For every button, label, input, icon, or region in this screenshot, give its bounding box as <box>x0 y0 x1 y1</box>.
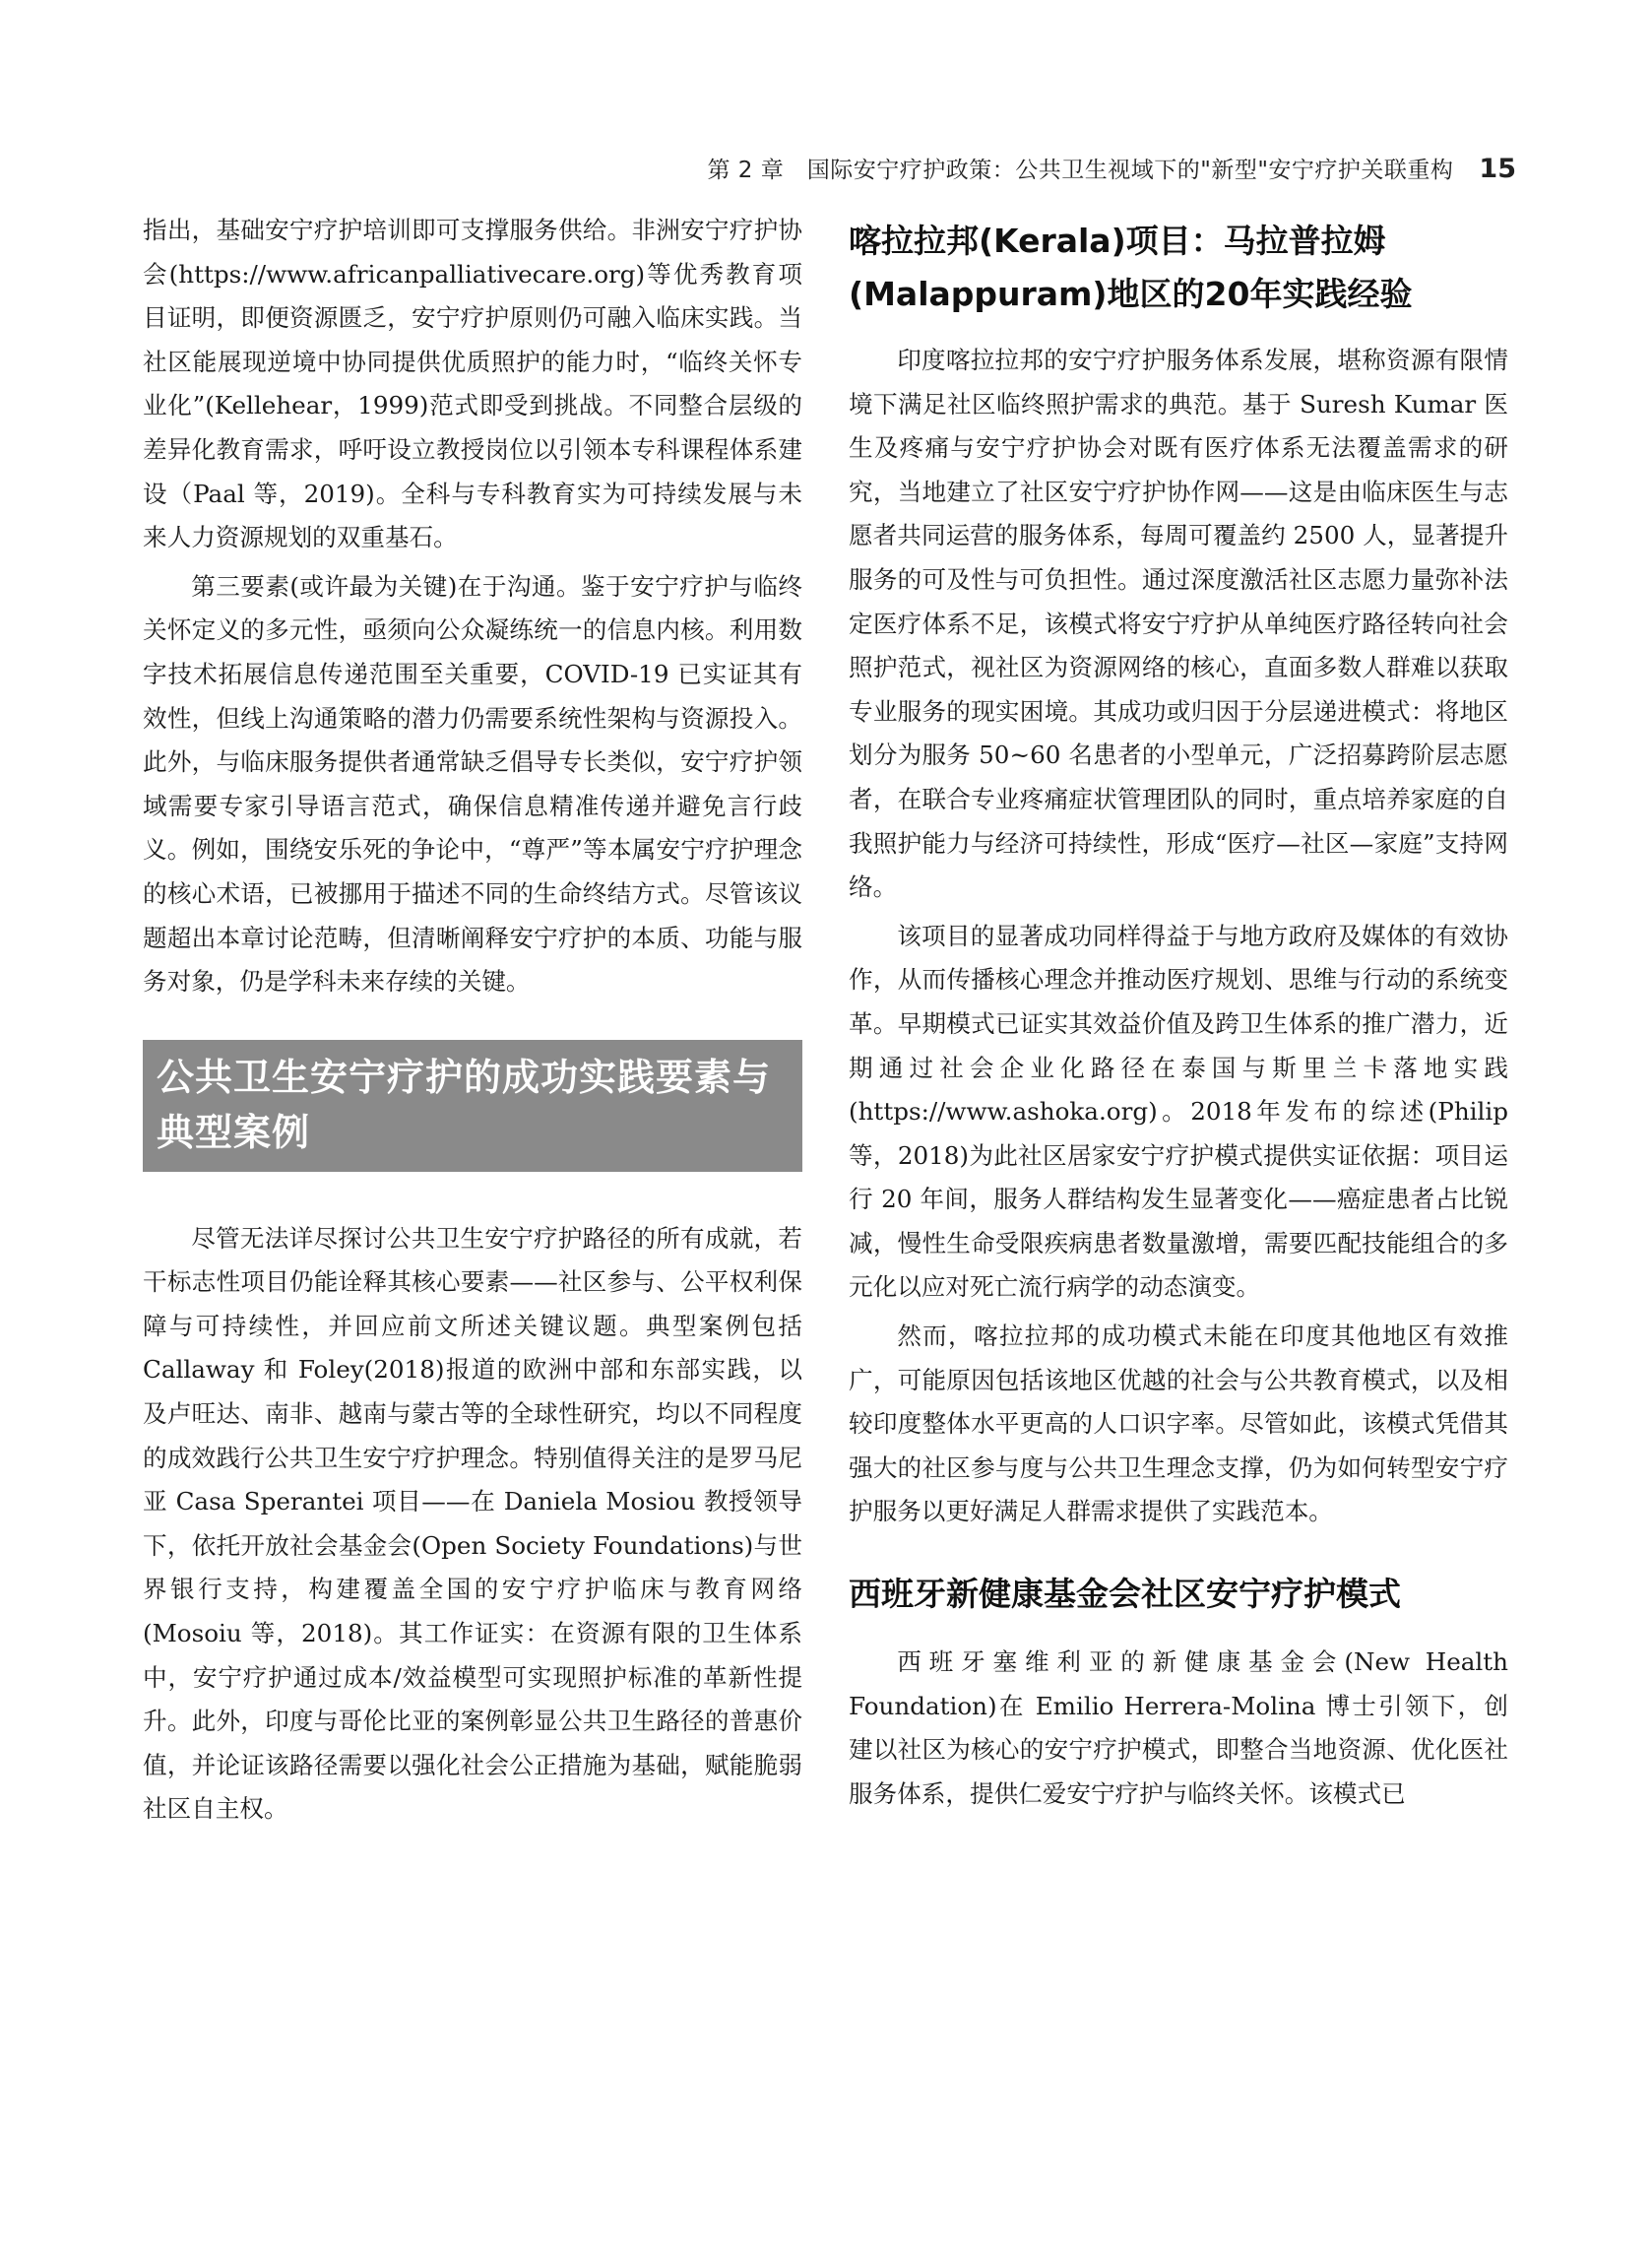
left-column <box>143 209 802 1832</box>
section-banner-title: 公共卫生安宁疗护的成功实践要素与典型案例 <box>143 1040 802 1172</box>
right-paragraph-4: 西班牙塞维利亚的新健康基金会(New Health Foundation)在 Emilio Herrera-Molina 博士引领下，创建以社区为核心的安宁疗护模式，即整合当地资源、优化医社服务体系，提供仁爱安宁疗护与临终关怀。该模式已 <box>849 1647 1508 1808</box>
running-header <box>650 152 1516 184</box>
section-title-spain: 西班牙新健康基金会社区安宁疗护模式 <box>849 1575 1401 1614</box>
section-title-kerala <box>849 215 1508 321</box>
right-paragraph-1: 印度喀拉拉邦的安宁疗护服务体系发展，堪称资源有限情境下满足社区临终照护需求的典范。基于 Suresh Kumar 医生及疼痛与安宁疗护协会对既有医疗体系无法覆盖需求的研究，当地建立了社区安宁疗护协作网——这是由临床医生与志愿者共同运营的服务体系，每周可覆盖约 2500 人，显著提升服务的可及性与可负担性。通过深度激活社区志愿力量弥补法定医疗体系不足，该模式将安宁疗护从单纯医疗路径转向社会照护范式，视社区为资源网络的核心，直面多数人群难以获取专业服务的现实困境。其成功或归因于分层递进模式：将地区划分为服务 50~60 名患者的小型单元，广泛招募跨阶层志愿者，在联合专业疼痛症状管理团队的同时，重点培养家庭的自我照护能力与经济可持续性，形成“医疗—社区—家庭”支持网络。 <box>849 346 1508 902</box>
left-paragraph-2: 第三要素(或许最为关键)在于沟通。鉴于安宁疗护与临终关怀定义的多元性，亟须向公众凝练统一的信息内核。利用数字技术拓展信息传递范围至关重要，COVID-19 已实证其有效性，但线上沟通策略的潜力仍需要系统性架构与资源投入。此外，与临床服务提供者通常缺乏倡导专长类似，安宁疗护领域需要专家引导语言范式，确保信息精准传递并避免言行歧义。例如，围绕安乐死的争论中，“尊严”等本属安宁疗护理念的核心术语，已被挪用于描述不同的生命终结方式。尽管该议题超出本章讨论范畴，但清晰阐释安宁疗护的本质、功能与服务对象，仍是学科未来存续的关键。 <box>143 571 802 997</box>
section-title-kerala-line-1: 喀拉拉邦(Kerala)项目：马拉普拉姆 <box>849 222 1386 260</box>
page-number: 15 <box>1479 154 1516 184</box>
left-paragraph-3: 尽管无法详尽探讨公共卫生安宁疗护路径的所有成就，若干标志性项目仍能诠释其核心要素——社区参与、公平权利保障与可持续性，并回应前文所述关键议题。典型案例包括 Callaway 和 Foley(2018)报道的欧洲中部和东部实践，以及卢旺达、南非、越南与蒙古等的全球性研究，均以不同程度的成效践行公共卫生安宁疗护理念。特别值得关注的是罗马尼亚 Casa Sperantei 项目——在 Daniela Mosiou 教授领导下，依托开放社会基金会(Open Society Foundations)与世界银行支持，构建覆盖全国的安宁疗护临床与教育网络(Mosoiu 等，2018)。其工作证实：在资源有限的卫生体系中，安宁疗护通过成本/效益模型可实现照护标准的革新性提升。此外，印度与哥伦比亚的案例彰显公共卫生路径的普惠价值，并论证该路径需要以强化社会公正措施为基础，赋能脆弱社区自主权。 <box>143 1223 802 1824</box>
right-paragraph-3: 然而，喀拉拉邦的成功模式未能在印度其他地区有效推广，可能原因包括该地区优越的社会与公共教育模式，以及相较印度整体水平更高的人口识字率。尽管如此，该模式凭借其强大的社区参与度与公共卫生理念支撑，仍为如何转型安宁疗护服务以更好满足人群需求提供了实践范本。 <box>849 1322 1508 1526</box>
right-column <box>849 209 1508 1816</box>
right-paragraph-2: 该项目的显著成功同样得益于与地方政府及媒体的有效协作，从而传播核心理念并推动医疗规划、思维与行动的系统变革。早期模式已证实其效益价值及跨卫生体系的推广潜力，近期通过社会企业化路径在泰国与斯里兰卡落地实践(https://www.ashoka.org)。2018年发布的综述(Philip 等，2018)为此社区居家安宁疗护模式提供实证依据：项目运行 20 年间，服务人群结构发生显著变化——癌症患者占比锐减，慢性生命受限疾病患者数量激增，需要匹配技能组合的多元化以应对死亡流行病学的动态演变。 <box>849 921 1508 1302</box>
running-title: 第 2 章 国际安宁疗护政策：公共卫生视域下的"新型"安宁疗护关联重构 <box>707 158 1454 183</box>
left-paragraph-1: 指出，基础安宁疗护培训即可支撑服务供给。非洲安宁疗护协会(https://www.africanpalliativecare.org)等优秀教育项目证明，即便资源匮乏，安宁疗护原则仍可融入临床实践。当社区能展现逆境中协同提供优质照护的能力时，“临终关怀专业化”(Kellehear，1999)范式即受到挑战。不同整合层级的差异化教育需求，呼吁设立教授岗位以引领本专科课程体系建设（Paal 等，2019)。全科与专科教育实为可持续发展与未来人力资源规划的双重基石。 <box>143 216 802 552</box>
section-title-kerala-line-2: (Malappuram)地区的20年实践经验 <box>849 275 1413 313</box>
